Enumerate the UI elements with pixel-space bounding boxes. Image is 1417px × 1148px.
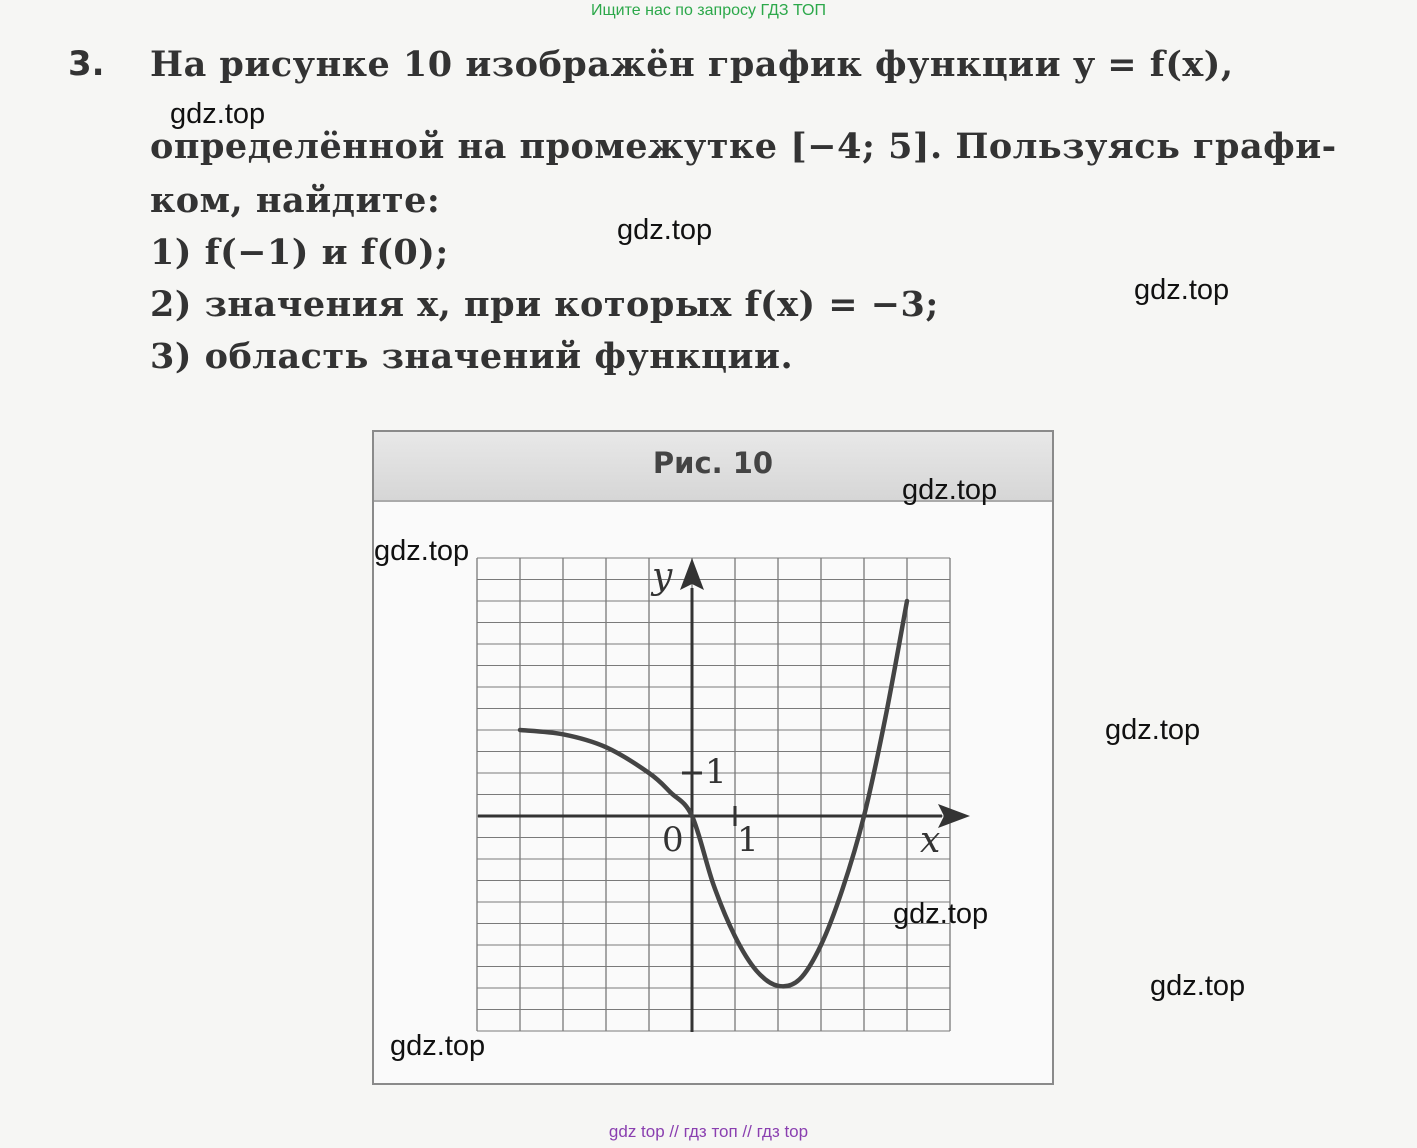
watermark: gdz.top: [170, 98, 266, 130]
y-axis-label: y: [652, 556, 673, 597]
watermark: gdz.top: [902, 474, 998, 506]
watermark: gdz.top: [390, 1030, 486, 1062]
grid: [477, 558, 950, 1031]
top-banner[interactable]: Ищите нас по запросу ГДЗ ТОП: [591, 2, 826, 19]
question-1: 1) f(−1) и f(0);: [150, 232, 449, 273]
x-axis: [478, 804, 970, 828]
origin-label: 0: [662, 820, 684, 860]
watermark: gdz.top: [617, 214, 713, 246]
watermark: gdz.top: [893, 898, 989, 930]
function-curve: [520, 601, 907, 986]
watermark: gdz.top: [374, 535, 470, 567]
bottom-banner[interactable]: gdz top // гдз топ // гдз top: [608, 1122, 809, 1141]
x-tick-label: 1: [737, 820, 759, 860]
problem-line-3: ком, найдите:: [150, 180, 441, 221]
y-tick-label: 1: [705, 752, 727, 792]
question-3: 3) область значений функции.: [150, 336, 794, 377]
problem-line-1: На рисунке 10 изображён график функции y = f(x),: [150, 44, 1234, 85]
watermark: gdz.top: [1134, 274, 1230, 306]
problem-line-2: определённой на промежутке [−4; 5]. Пользуясь графи-: [150, 126, 1337, 167]
question-2: 2) значения x, при которых f(x) = −3;: [150, 284, 939, 325]
x-axis-label: x: [920, 820, 941, 861]
problem-number: 3.: [68, 44, 105, 84]
watermark: gdz.top: [1105, 714, 1201, 746]
watermark: gdz.top: [1150, 970, 1246, 1002]
figure-caption: Рис. 10: [652, 446, 774, 480]
